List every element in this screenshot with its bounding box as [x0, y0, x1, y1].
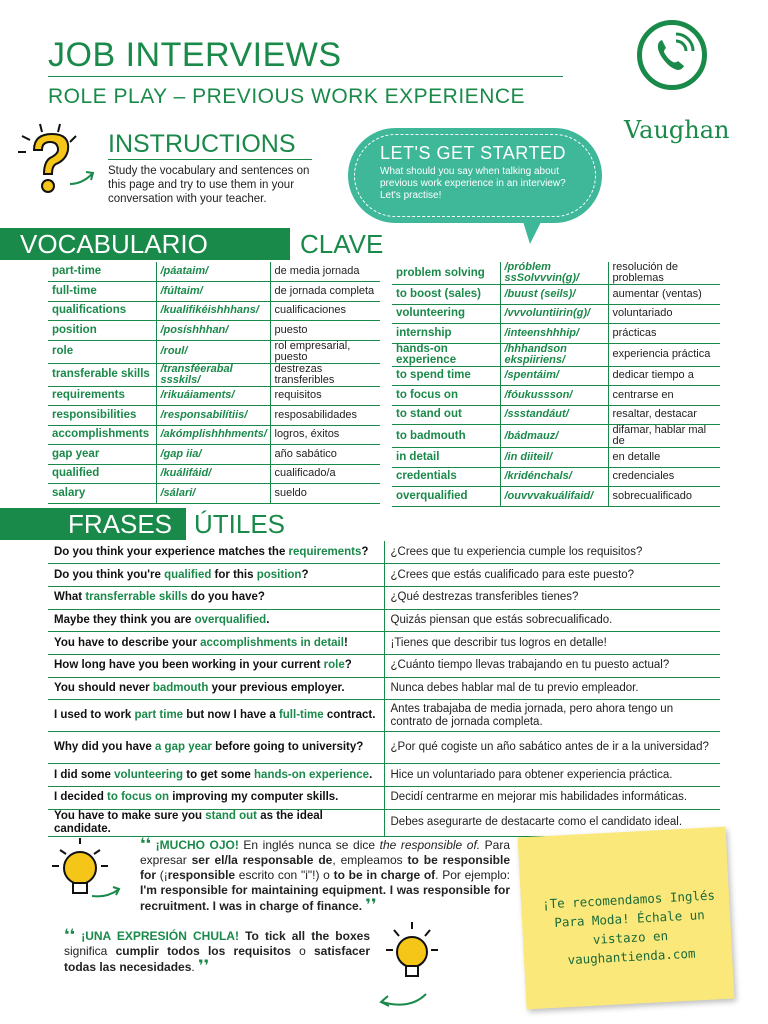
tip2-lead: ¡UNA EXPRESIÓN CHULA! — [81, 929, 239, 943]
question-mark-icon — [10, 120, 100, 200]
logo-wordmark[interactable]: Vaughan — [624, 116, 730, 144]
vocab-ipa: /rikuáiaments/ — [156, 386, 270, 406]
vocab-es: cualificaciones — [270, 301, 380, 321]
page-title: JOB INTERVIEWS — [48, 36, 342, 74]
vocab-ipa: /kualifikéishhhans/ — [156, 301, 270, 321]
vocab-es: aumentar (ventas) — [608, 285, 720, 305]
tip1-bold3: responsible — [167, 868, 236, 882]
vocab-ipa: /vvvoluntiirin(g)/ — [500, 304, 608, 324]
lightbulb-icon — [48, 836, 128, 906]
vocab-en: in detail — [392, 448, 500, 468]
vocab-row — [48, 363, 380, 386]
phrases-title-part2: ÚTILES — [194, 509, 286, 539]
vocab-en: part-time — [48, 262, 156, 282]
title-divider — [48, 76, 563, 77]
vocab-table-left — [48, 262, 380, 504]
vocab-en: to stand out — [392, 405, 500, 425]
phrase-highlight: to focus on — [107, 791, 170, 804]
tip1-italic: the responsible of. — [379, 838, 481, 852]
tip-expresion-chula — [64, 928, 370, 975]
phrase-spanish: ¿Crees que tu experiencia cumple los requisitos? — [384, 541, 720, 564]
vocab-es: resaltar, destacar — [608, 405, 720, 425]
tip2-text2: significa — [64, 944, 116, 958]
phrase-english — [48, 654, 384, 677]
phrase-spanish: Hice un voluntariado para obtener experiencia práctica. — [384, 764, 720, 787]
phrase-text: What — [54, 591, 86, 604]
vocab-title-part1: VOCABULARIO — [20, 229, 208, 259]
vocab-es: de media jornada — [270, 262, 380, 282]
phrase-row — [48, 586, 720, 609]
vocab-row — [392, 324, 720, 344]
phrase-text: Maybe they think you are — [54, 613, 195, 626]
vocab-es: sobrecualificado — [608, 487, 720, 507]
vocab-ipa: /fóukussson/ — [500, 386, 608, 406]
quote-close-icon: ❜❜ — [198, 958, 210, 975]
vocab-row — [392, 304, 720, 324]
phrase-highlight: stand out — [205, 809, 258, 822]
phrase-text: for this — [211, 568, 257, 581]
vocab-ipa: /inteenshhhip/ — [500, 324, 608, 344]
tip2-bold3: satisfacer todas las necesidades — [64, 944, 371, 974]
phrase-english — [48, 632, 384, 655]
logo-phone-icon — [637, 20, 707, 90]
vocab-row — [48, 340, 380, 363]
vocab-en: requirements — [48, 386, 156, 406]
phrase-spanish: ¿Cuánto tiempo llevas trabajando en tu puesto actual? — [384, 654, 720, 677]
tip1-lead: ¡MUCHO OJO! — [155, 838, 239, 852]
vocab-en: hands-on experience — [392, 343, 500, 366]
phrase-highlight: overqualified — [194, 613, 267, 626]
phrase-english — [48, 609, 384, 632]
vocab-en: transferable skills — [48, 363, 156, 386]
phrase-highlight: qualified — [164, 568, 212, 581]
vocab-es: resolución de problemas — [608, 262, 720, 285]
vocab-en: position — [48, 321, 156, 341]
vocab-ipa: /sálari/ — [156, 484, 270, 504]
tip1-text5: escrito con "i"!) o — [235, 868, 334, 882]
phrase-spanish: ¡Tienes que describir tus logros en detalle! — [384, 632, 720, 655]
vocab-row — [392, 425, 720, 448]
vocab-es: difamar, hablar mal de — [608, 425, 720, 448]
vocab-es: año sabático — [270, 445, 380, 465]
vocab-es: en detalle — [608, 448, 720, 468]
phrase-english — [48, 586, 384, 609]
vocab-es: resposabilidades — [270, 406, 380, 426]
phrase-spanish: ¿Por qué cogiste un año sabático antes de ir a la universidad? — [384, 732, 720, 764]
vocab-en: volunteering — [392, 304, 500, 324]
phrase-text: but now I have a — [183, 709, 279, 722]
tip1-text6: . Por ejemplo: — [435, 868, 510, 882]
vocab-ipa: /fúltaim/ — [156, 282, 270, 302]
phrase-text: Why did you have — [54, 741, 155, 754]
sticky-note-text[interactable]: ¡Te recomendamos Inglés Para Moda! Échale un vistazo en vaughantienda.com — [541, 887, 716, 968]
tip2-bold1: To tick all the boxes — [245, 929, 370, 943]
vocab-row — [48, 282, 380, 302]
vocab-es: requisitos — [270, 386, 380, 406]
phrase-text: ? — [301, 568, 309, 581]
vocab-es: rol empresarial, puesto — [270, 340, 380, 363]
vocab-ipa: /próblem ssSolvvvin(g)/ — [500, 262, 608, 285]
phrase-row — [48, 700, 720, 732]
vocab-es: voluntariado — [608, 304, 720, 324]
phrase-row — [48, 764, 720, 787]
vocab-es: experiencia práctica — [608, 343, 720, 366]
phrase-highlight: transferrable skills — [85, 591, 188, 604]
vocab-row — [48, 262, 380, 282]
vocab-ipa: /posíshhhan/ — [156, 321, 270, 341]
phrase-text: Do you think you're — [54, 568, 165, 581]
vocab-en: to badmouth — [392, 425, 500, 448]
phrase-text: as the ideal candidate. — [54, 809, 323, 835]
phrase-english — [48, 787, 384, 810]
vocab-es: prácticas — [608, 324, 720, 344]
phrase-row — [48, 541, 720, 564]
phrase-row — [48, 564, 720, 587]
phrase-text: I decided — [54, 791, 108, 804]
instructions-text: Study the vocabulary and sentences on this page and try to use them in your conversation with your teacher. — [108, 165, 310, 205]
phrase-text: do you have? — [187, 591, 265, 604]
phrase-text: your previous employer. — [208, 681, 345, 694]
vocab-es: puesto — [270, 321, 380, 341]
vocab-row — [48, 386, 380, 406]
vocab-ipa: /páataim/ — [156, 262, 270, 282]
vocab-row — [48, 406, 380, 426]
phrase-highlight: accomplishments in detail — [200, 636, 344, 649]
phrase-spanish: ¿Qué destrezas transferibles tienes? — [384, 586, 720, 609]
tip1-bold1: ser el/la responsable de — [191, 853, 333, 867]
vocab-en: credentials — [392, 467, 500, 487]
page-subtitle: ROLE PLAY – PREVIOUS WORK EXPERIENCE — [48, 85, 526, 108]
tip1-bold4: to be in charge of — [333, 868, 436, 882]
vocab-en: salary — [48, 484, 156, 504]
vocab-es: cualificado/a — [270, 464, 380, 484]
phrase-text: You should never — [54, 681, 153, 694]
vocab-row — [392, 343, 720, 366]
vocab-en: qualifications — [48, 301, 156, 321]
vocab-es: de jornada completa — [270, 282, 380, 302]
vocab-en: accomplishments — [48, 425, 156, 445]
tip2-bold2: cumplir todos los requisitos — [115, 944, 291, 958]
phrase-text: You have to make sure you — [54, 809, 206, 822]
phrase-english — [48, 764, 384, 787]
tip1-text3: , empleamos — [332, 853, 408, 867]
tip2-text4: . — [191, 960, 195, 974]
vocab-en: problem solving — [392, 262, 500, 285]
phrase-english — [48, 700, 384, 732]
vocab-es: credenciales — [608, 467, 720, 487]
phrase-row — [48, 632, 720, 655]
vocab-row — [48, 321, 380, 341]
quote-open-icon: ❛❛ — [140, 836, 152, 853]
phrase-text: to get some — [183, 768, 255, 781]
vocab-ipa: /in diiteil/ — [500, 448, 608, 468]
vocab-ipa: /spentáim/ — [500, 366, 608, 386]
phrase-highlight: full-time — [278, 709, 324, 722]
vocab-en: to focus on — [392, 386, 500, 406]
vocab-row — [392, 366, 720, 386]
vocab-en: full-time — [48, 282, 156, 302]
vocab-en: internship — [392, 324, 500, 344]
instructions-heading: INSTRUCTIONS — [108, 130, 296, 158]
vocab-row — [48, 484, 380, 504]
phrase-row — [48, 654, 720, 677]
phrase-english — [48, 732, 384, 764]
vocab-en: to boost (sales) — [392, 285, 500, 305]
vocab-ipa: /roul/ — [156, 340, 270, 363]
vocab-ipa: /bádmauz/ — [500, 425, 608, 448]
phrase-spanish: Nunca debes hablar mal de tu previo empleador. — [384, 677, 720, 700]
vocab-section-bar — [0, 228, 290, 260]
phrase-text: I used to work — [54, 709, 135, 722]
vocab-en: role — [48, 340, 156, 363]
vocab-es: centrarse en — [608, 386, 720, 406]
phrase-highlight: position — [256, 568, 302, 581]
vocab-ipa: /akómplishhhments/ — [156, 425, 270, 445]
vocab-row — [48, 301, 380, 321]
vocab-es: logros, éxitos — [270, 425, 380, 445]
vocab-ipa: /transféerabal ssskils/ — [156, 363, 270, 386]
phrase-highlight: requirements — [288, 545, 362, 558]
vocab-row — [48, 445, 380, 465]
tip-mucho-ojo — [140, 837, 510, 914]
vocab-ipa: /responsabilítiis/ — [156, 406, 270, 426]
instructions-divider — [108, 159, 312, 160]
vocab-en: overqualified — [392, 487, 500, 507]
vocab-ipa: /hhhandson ekspiiriens/ — [500, 343, 608, 366]
phrase-english — [48, 564, 384, 587]
phrase-text: . — [369, 768, 373, 781]
vocab-row — [48, 425, 380, 445]
vocab-ipa: /kuálifáid/ — [156, 464, 270, 484]
phrase-text: before going to university? — [211, 741, 364, 754]
tip1-text4: (¡ — [156, 868, 168, 882]
phrase-row — [48, 787, 720, 810]
phrase-text: How long have you been working in your current — [54, 659, 324, 672]
vocab-row — [392, 405, 720, 425]
vocab-row — [392, 467, 720, 487]
phrase-text: You have to describe your — [54, 636, 201, 649]
phrase-spanish: ¿Crees que estás cualificado para este puesto? — [384, 564, 720, 587]
vocab-en: gap year — [48, 445, 156, 465]
tip2-text3: o — [290, 944, 314, 958]
phrase-spanish: Antes trabajaba de media jornada, pero ahora tengo un contrato de jornada completa. — [384, 700, 720, 732]
vocab-en: to spend time — [392, 366, 500, 386]
vocab-en: qualified — [48, 464, 156, 484]
quote-open-icon: ❛❛ — [64, 927, 76, 944]
phrase-text: contract. — [323, 709, 376, 722]
vocab-table-right — [392, 262, 720, 507]
tip1-text1: En inglés nunca se dice — [238, 838, 380, 852]
vocab-row — [392, 487, 720, 507]
phrase-text: ! — [343, 636, 348, 649]
phrase-highlight: a gap year — [154, 741, 212, 754]
vocab-ipa: /kridénchals/ — [500, 467, 608, 487]
phrase-text: . — [266, 613, 270, 626]
phrase-highlight: role — [323, 659, 345, 672]
phrase-highlight: part time — [134, 709, 184, 722]
bubble-title: LET'S GET STARTED — [380, 143, 566, 163]
vocab-ipa: /gap iia/ — [156, 445, 270, 465]
phrase-spanish: Debes asegurarte de destacarte como el candidato ideal. — [384, 809, 720, 836]
phrase-english — [48, 541, 384, 564]
vocab-es: dedicar tiempo a — [608, 366, 720, 386]
phrase-text: I did some — [54, 768, 115, 781]
phrase-spanish: Quizás piensan que estás sobrecualificado. — [384, 609, 720, 632]
vocab-title-part2: CLAVE — [300, 229, 384, 259]
phrase-row — [48, 732, 720, 764]
phrase-text: ? — [344, 659, 352, 672]
phrase-text: ? — [361, 545, 369, 558]
tip1-bold5: I'm responsible for maintaining equipment. I was responsible for recruitment. I was in charge of finance. — [140, 883, 510, 913]
tip1-text2: Para expresar — [140, 838, 511, 867]
vocab-row — [392, 285, 720, 305]
phrase-highlight: volunteering — [114, 768, 184, 781]
vocab-row — [392, 262, 720, 285]
phrase-english — [48, 809, 384, 836]
lightbulb-icon — [376, 920, 446, 1014]
phrase-row — [48, 677, 720, 700]
phrases-table — [48, 541, 720, 837]
phrase-row — [48, 609, 720, 632]
phrase-highlight: hands-on experience — [254, 768, 370, 781]
vocab-en: responsibilities — [48, 406, 156, 426]
vocab-ipa: /buust (seils)/ — [500, 285, 608, 305]
vocab-row — [392, 448, 720, 468]
phrase-highlight: badmouth — [152, 681, 209, 694]
quote-close-icon: ❜❜ — [365, 897, 377, 914]
vocab-ipa: /ssstandáut/ — [500, 405, 608, 425]
vocab-row — [392, 386, 720, 406]
phrases-title-part1: FRASES — [68, 509, 173, 539]
phrase-english — [48, 677, 384, 700]
phrase-text: improving my computer skills. — [169, 791, 339, 804]
phrase-spanish: Decidí centrarme en mejorar mis habilidades informáticas. — [384, 787, 720, 810]
vocab-es: sueldo — [270, 484, 380, 504]
vocab-row — [48, 464, 380, 484]
tip1-bold2: to be responsible for — [140, 853, 510, 882]
phrase-text: Do you think your experience matches the — [54, 545, 289, 558]
vocab-ipa: /ouvvvakuálifaid/ — [500, 487, 608, 507]
phrases-section-bar — [0, 508, 186, 540]
vocab-es: destrezas transferibles — [270, 363, 380, 386]
bubble-text: What should you say when talking about previous work experience in an interview? Let's practise! — [380, 166, 566, 201]
